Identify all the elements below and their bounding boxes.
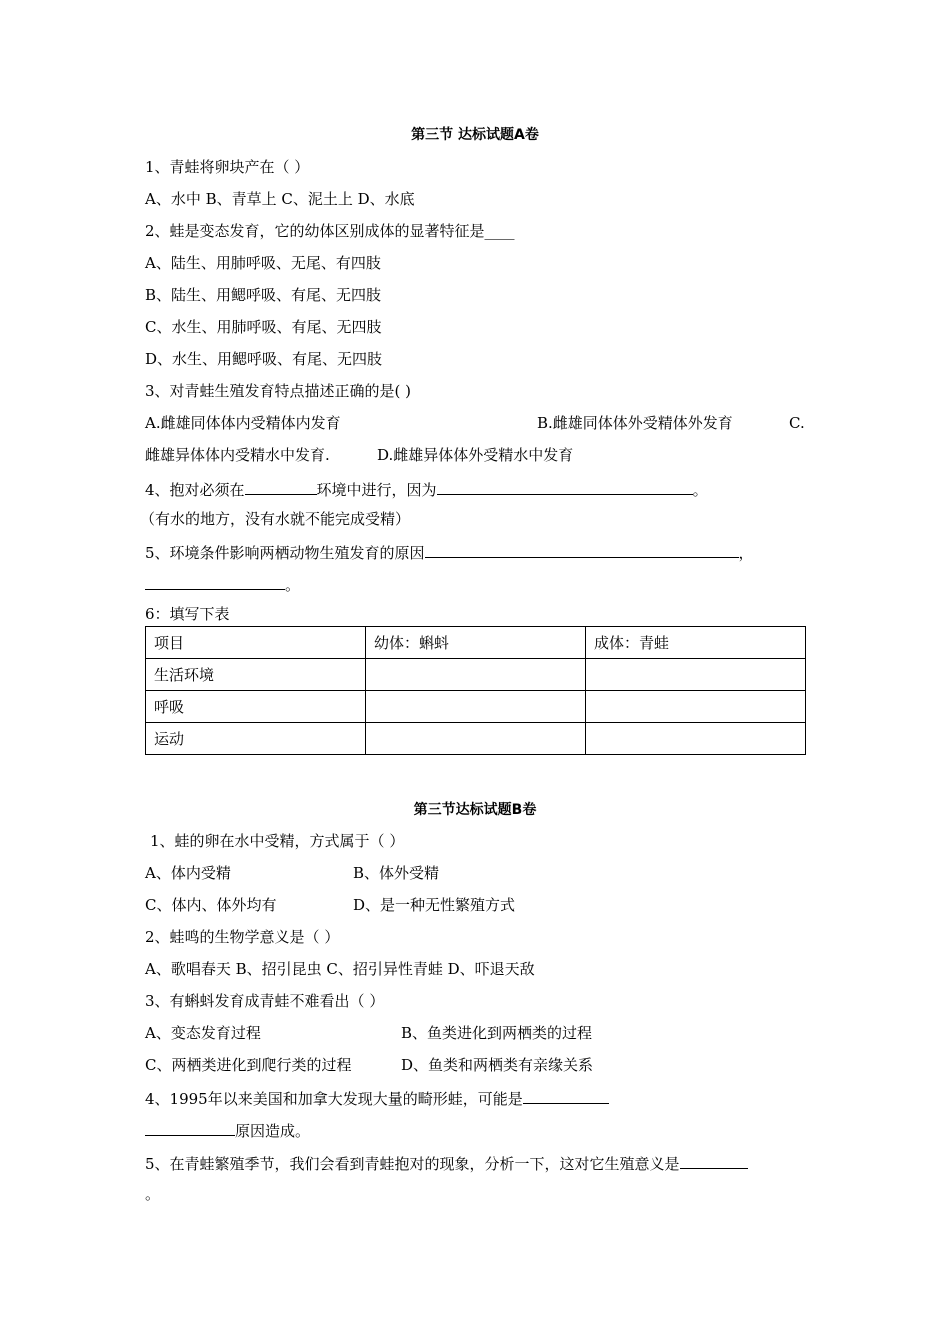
b-question-3-option-d: D、鱼类和两栖类有亲缘关系: [401, 1056, 594, 1074]
a-question-4-note: （有水的地方，没有水就不能完成受精）: [140, 510, 411, 528]
table-cell-empty[interactable]: [366, 723, 586, 755]
section-a-title: 第三节 达标试题A卷: [411, 127, 539, 143]
a-question-3: 3、对青蛙生殖发育特点描述正确的是( ): [145, 382, 412, 400]
a-question-6: 6：填写下表: [145, 605, 230, 623]
b-question-3-option-c: C、两栖类进化到爬行类的过程: [145, 1056, 352, 1074]
b-question-1-option-b: B、体外受精: [353, 864, 440, 882]
b-question-3-option-b: B、鱼类进化到两栖类的过程: [401, 1024, 593, 1042]
table-row-label-respiration: 呼吸: [146, 691, 366, 723]
table-cell-empty[interactable]: [586, 723, 806, 755]
table-cell-empty[interactable]: [366, 659, 586, 691]
a-question-2-option-c: C、水生、用肺呼吸、有尾、无四肢: [145, 318, 382, 336]
a-question-3-option-c: 雌雄异体体内受精水中发育.: [145, 446, 330, 464]
b-question-2-options: A、歌唱春天 B、招引昆虫 C、招引异性青蛙 D、吓退天敌: [145, 960, 535, 978]
table-row: [146, 723, 806, 755]
table-cell-empty[interactable]: [586, 691, 806, 723]
b-question-1-option-d: D、是一种无性繁殖方式: [353, 896, 516, 914]
a-question-2-option-b: B、陆生、用鳃呼吸、有尾、无四肢: [145, 286, 382, 304]
table-header-item: 项目: [146, 627, 366, 659]
a-question-5-text-2: ，: [738, 544, 754, 562]
a-question-2: 2、蛙是变态发育，它的幼体区别成体的显著特征是____: [145, 222, 515, 240]
a-question-5-blank-2[interactable]: [145, 573, 285, 590]
a-question-5-blank-1[interactable]: [425, 541, 739, 558]
b-question-5-blank[interactable]: [680, 1152, 748, 1169]
a-question-2-option-a: A、陆生、用肺呼吸、无尾、有四肢: [145, 254, 381, 272]
table-header-tadpole: 幼体：蝌蚪: [366, 627, 586, 659]
a-question-5-text-3: 。: [285, 576, 301, 594]
a-question-4-text-1: 4、抱对必须在: [145, 481, 245, 499]
a-question-5: [145, 541, 810, 563]
b-question-4-cont: [145, 1119, 810, 1141]
a-question-1-options: A、水中 B、青草上 C、泥土上 D、水底: [145, 190, 415, 208]
table-row-label-movement: 运动: [146, 723, 366, 755]
table-row-label-habitat: 生活环境: [146, 659, 366, 691]
section-b-title: 第三节达标试题B卷: [413, 802, 537, 818]
b-question-4: [145, 1087, 810, 1109]
b-question-5: [145, 1152, 810, 1174]
b-question-4-blank-1[interactable]: [523, 1087, 609, 1104]
a-question-3-option-d: D.雌雄异体体外受精水中发育: [377, 446, 574, 464]
fill-table: [145, 626, 806, 755]
b-question-4-text-2: 原因造成。: [235, 1122, 311, 1140]
a-question-4-blank-2[interactable]: [437, 478, 693, 495]
b-question-1: 1、蛙的卵在水中受精，方式属于（ ）: [150, 832, 405, 850]
table-header-frog: 成体：青蛙: [586, 627, 806, 659]
b-question-1-option-a: A、体内受精: [145, 864, 231, 882]
table-header-row: [146, 627, 806, 659]
table-cell-empty[interactable]: [366, 691, 586, 723]
a-question-4: [145, 478, 810, 500]
b-question-1-option-c: C、体内、体外均有: [145, 896, 277, 914]
b-question-4-text-1: 4、1995年以来美国和加拿大发现大量的畸形蛙，可能是: [145, 1090, 523, 1108]
b-question-5-text-1: 5、在青蛙繁殖季节，我们会看到青蛙抱对的现象，分析一下，这对它生殖意义是: [145, 1155, 680, 1173]
a-question-2-option-d: D、水生、用鳃呼吸、有尾、无四肢: [145, 350, 383, 368]
b-question-4-blank-2[interactable]: [145, 1119, 235, 1136]
b-question-5-end: 。: [145, 1185, 161, 1203]
b-question-3-option-a: A、变态发育过程: [145, 1024, 261, 1042]
a-question-1: 1、青蛙将卵块产在（ ）: [145, 158, 310, 176]
b-question-3: 3、有蝌蚪发育成青蛙不难看出（ ）: [145, 992, 385, 1010]
a-question-5-cont: [145, 573, 810, 595]
a-question-3-option-a: A.雌雄同体体内受精体内发育: [145, 414, 341, 432]
a-question-5-text-1: 5、环境条件影响两栖动物生殖发育的原因: [145, 544, 425, 562]
a-question-4-blank-1[interactable]: [245, 478, 317, 495]
a-question-3-option-b: B.雌雄同体体外受精体外发育: [537, 414, 733, 432]
table-row: [146, 691, 806, 723]
a-question-4-text-3: 。: [692, 481, 708, 499]
b-question-2: 2、蛙鸣的生物学意义是（ ）: [145, 928, 340, 946]
a-question-4-text-2: 环境中进行，因为: [316, 481, 437, 499]
a-question-3-option-c-label: C.: [789, 414, 805, 432]
table-row: [146, 659, 806, 691]
table-cell-empty[interactable]: [586, 659, 806, 691]
